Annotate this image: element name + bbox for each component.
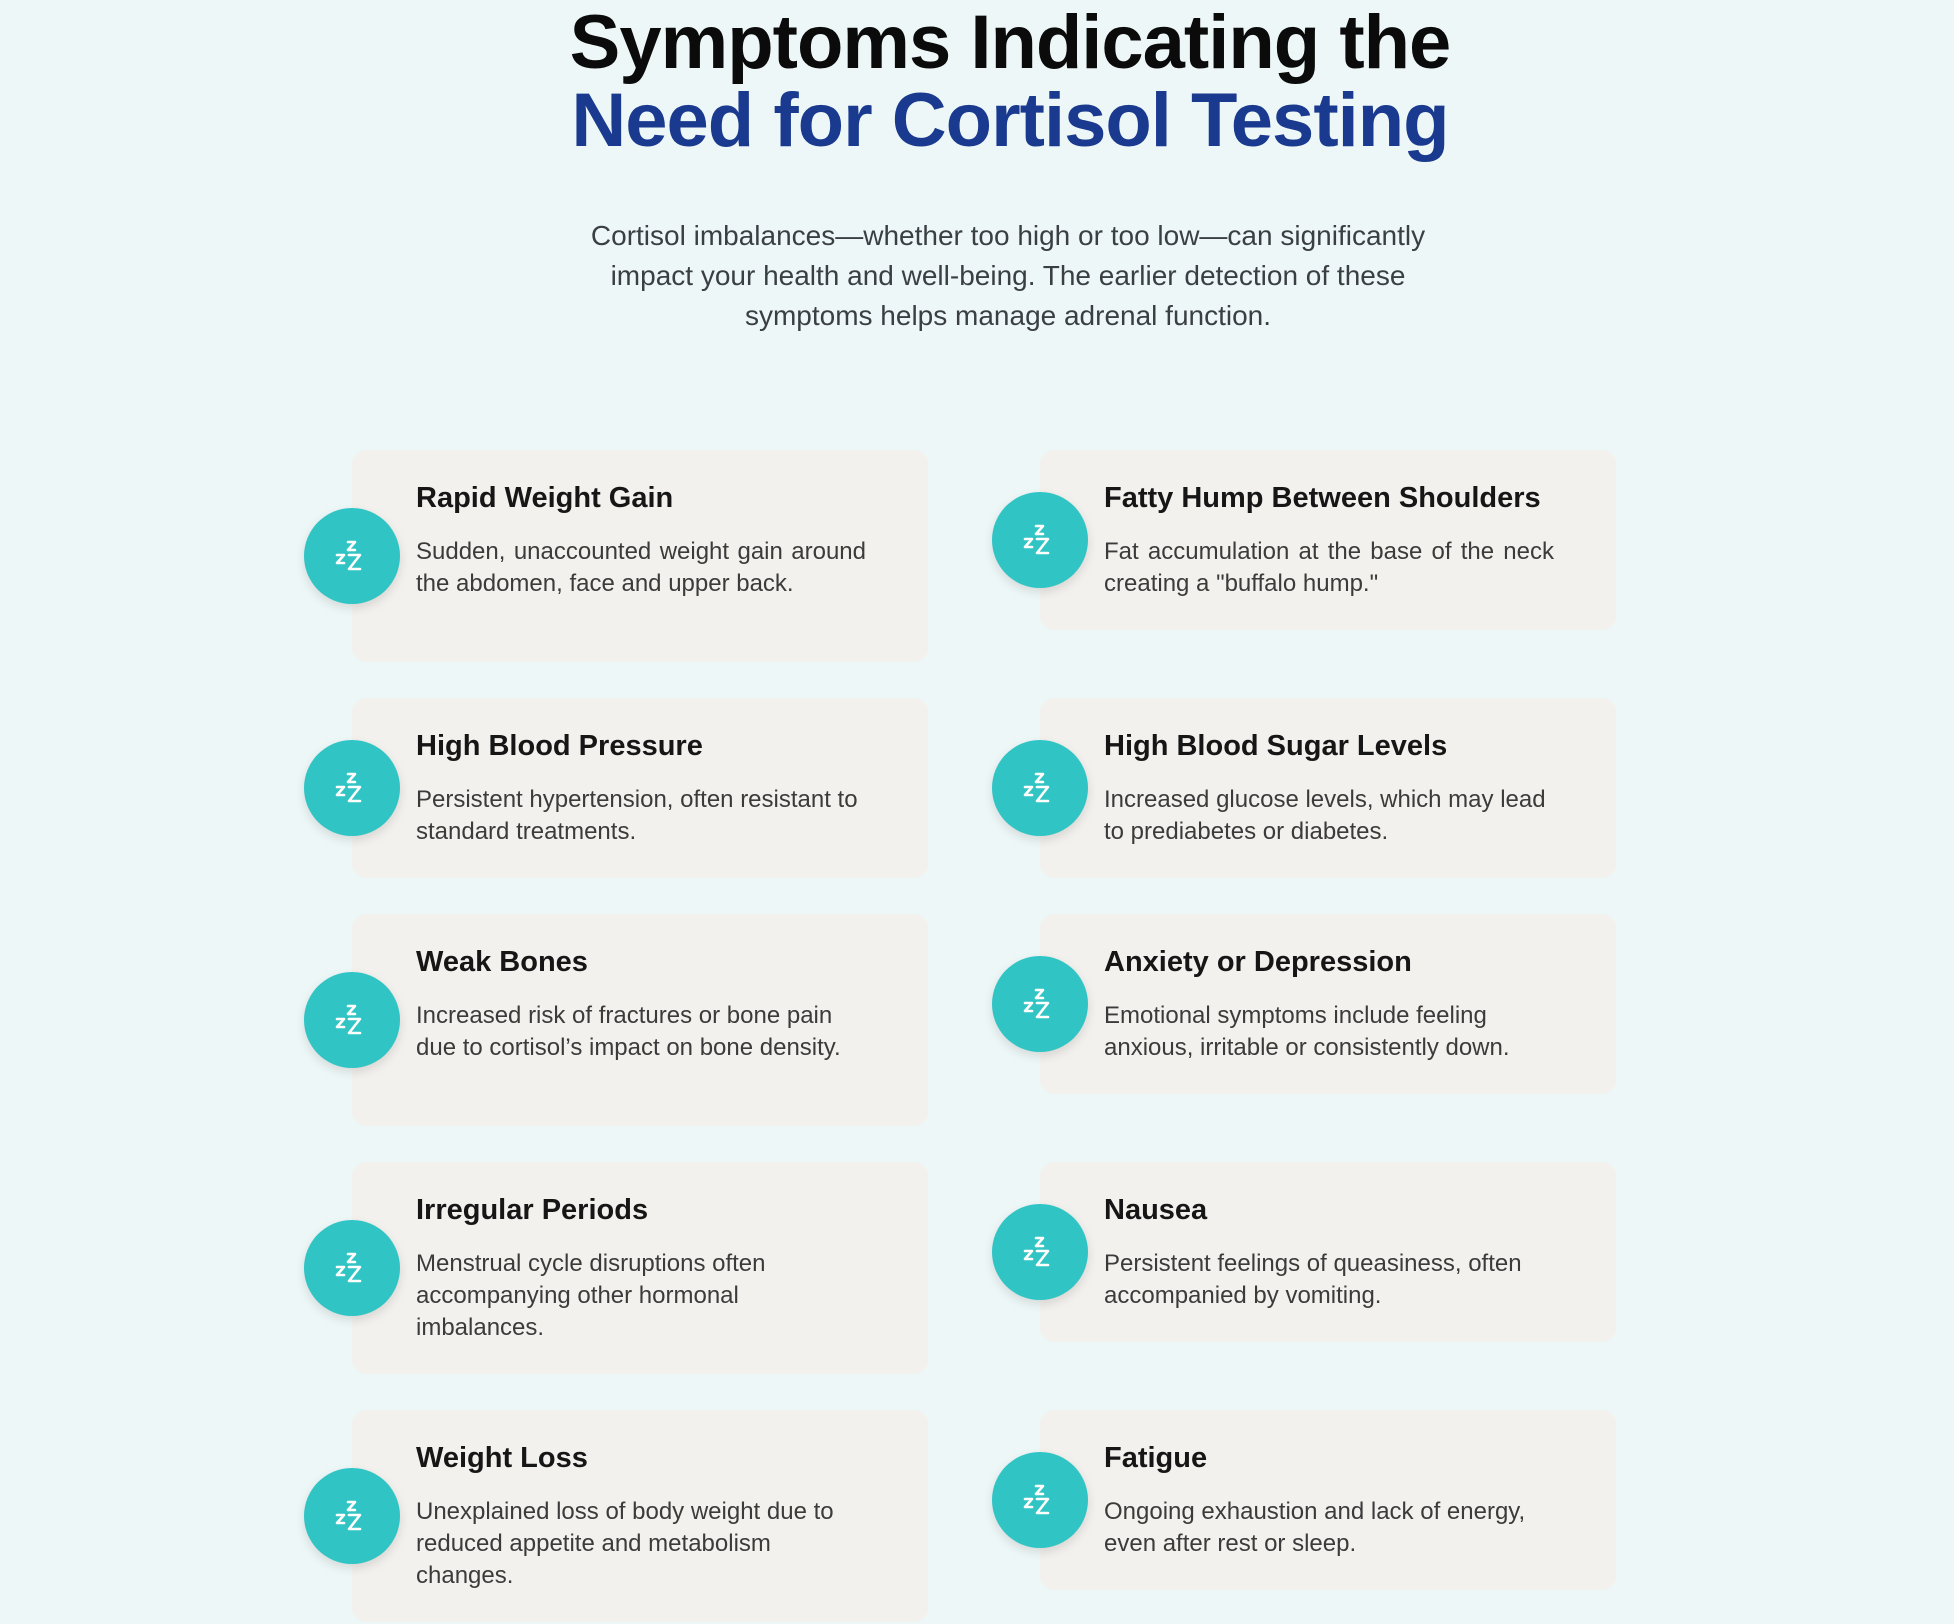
intro-text: Cortisol imbalances—whether too high or too low—can significantly impact your health and well-being. The earlier detection of these symptoms helps manage adrenal function. [590, 220, 1426, 331]
symptom-card [352, 698, 928, 878]
symptom-card [352, 914, 928, 1126]
symptom-title: Irregular Periods [416, 1194, 649, 1226]
symptom-card [1040, 450, 1616, 630]
sleep-zzz-icon [992, 1204, 1088, 1300]
title-accent: Need for Cortisol Testing [571, 78, 1449, 163]
sleep-zzz-icon [992, 956, 1088, 1052]
symptom-title: Weak Bones [416, 946, 588, 978]
symptom-description: Increased glucose levels, which may lead to prediabetes or diabetes. [1104, 786, 1546, 845]
sleep-zzz-icon [992, 492, 1088, 588]
sleep-zzz-icon [304, 972, 400, 1068]
symptom-card [1040, 914, 1616, 1094]
symptom-description: Increased risk of fractures or bone pain due to cortisol’s impact on bone density. [416, 1002, 841, 1061]
symptom-title: Anxiety or Depression [1104, 946, 1412, 978]
sleep-zzz-icon [304, 1468, 400, 1564]
symptom-title: Fatigue [1104, 1442, 1208, 1474]
symptom-title: Nausea [1104, 1194, 1208, 1226]
symptom-description: Emotional symptoms include feeling anxious, irritable or consistently down. [1104, 1002, 1510, 1061]
title-main: Symptoms Indicating the [569, 0, 1451, 85]
sleep-zzz-icon [992, 740, 1088, 836]
symptom-description: Fat accumulation at the base of the neck creating a "buffalo hump." [1104, 538, 1554, 597]
symptom-title: Fatty Hump Between Shoulders [1104, 482, 1541, 514]
symptom-card [352, 1410, 928, 1622]
symptom-title: Rapid Weight Gain [416, 482, 674, 514]
symptom-card [1040, 1410, 1616, 1590]
symptom-title: High Blood Sugar Levels [1104, 730, 1448, 762]
symptom-title: Weight Loss [416, 1442, 588, 1474]
symptom-description: Ongoing exhaustion and lack of energy, even after rest or sleep. [1104, 1498, 1526, 1557]
symptom-description: Unexplained loss of body weight due to reduced appetite and metabolism changes. [416, 1498, 834, 1589]
sleep-zzz-icon [304, 740, 400, 836]
symptom-card [352, 1162, 928, 1374]
symptom-card [352, 450, 928, 662]
symptom-title: High Blood Pressure [416, 730, 703, 762]
sleep-zzz-icon [304, 508, 400, 604]
sleep-zzz-icon [992, 1452, 1088, 1548]
symptom-description: Persistent feelings of queasiness, often accompanied by vomiting. [1104, 1250, 1522, 1309]
sleep-zzz-icon [304, 1220, 400, 1316]
symptom-card [1040, 1162, 1616, 1342]
symptom-description: Persistent hypertension, often resistant to standard treatments. [416, 786, 858, 845]
page-title [0, 0, 1954, 163]
symptom-description: Menstrual cycle disruptions often accompanying other hormonal imbalances. [416, 1250, 766, 1341]
symptom-card [1040, 698, 1616, 878]
symptom-description: Sudden, unaccounted weight gain around the abdomen, face and upper back. [416, 538, 866, 597]
